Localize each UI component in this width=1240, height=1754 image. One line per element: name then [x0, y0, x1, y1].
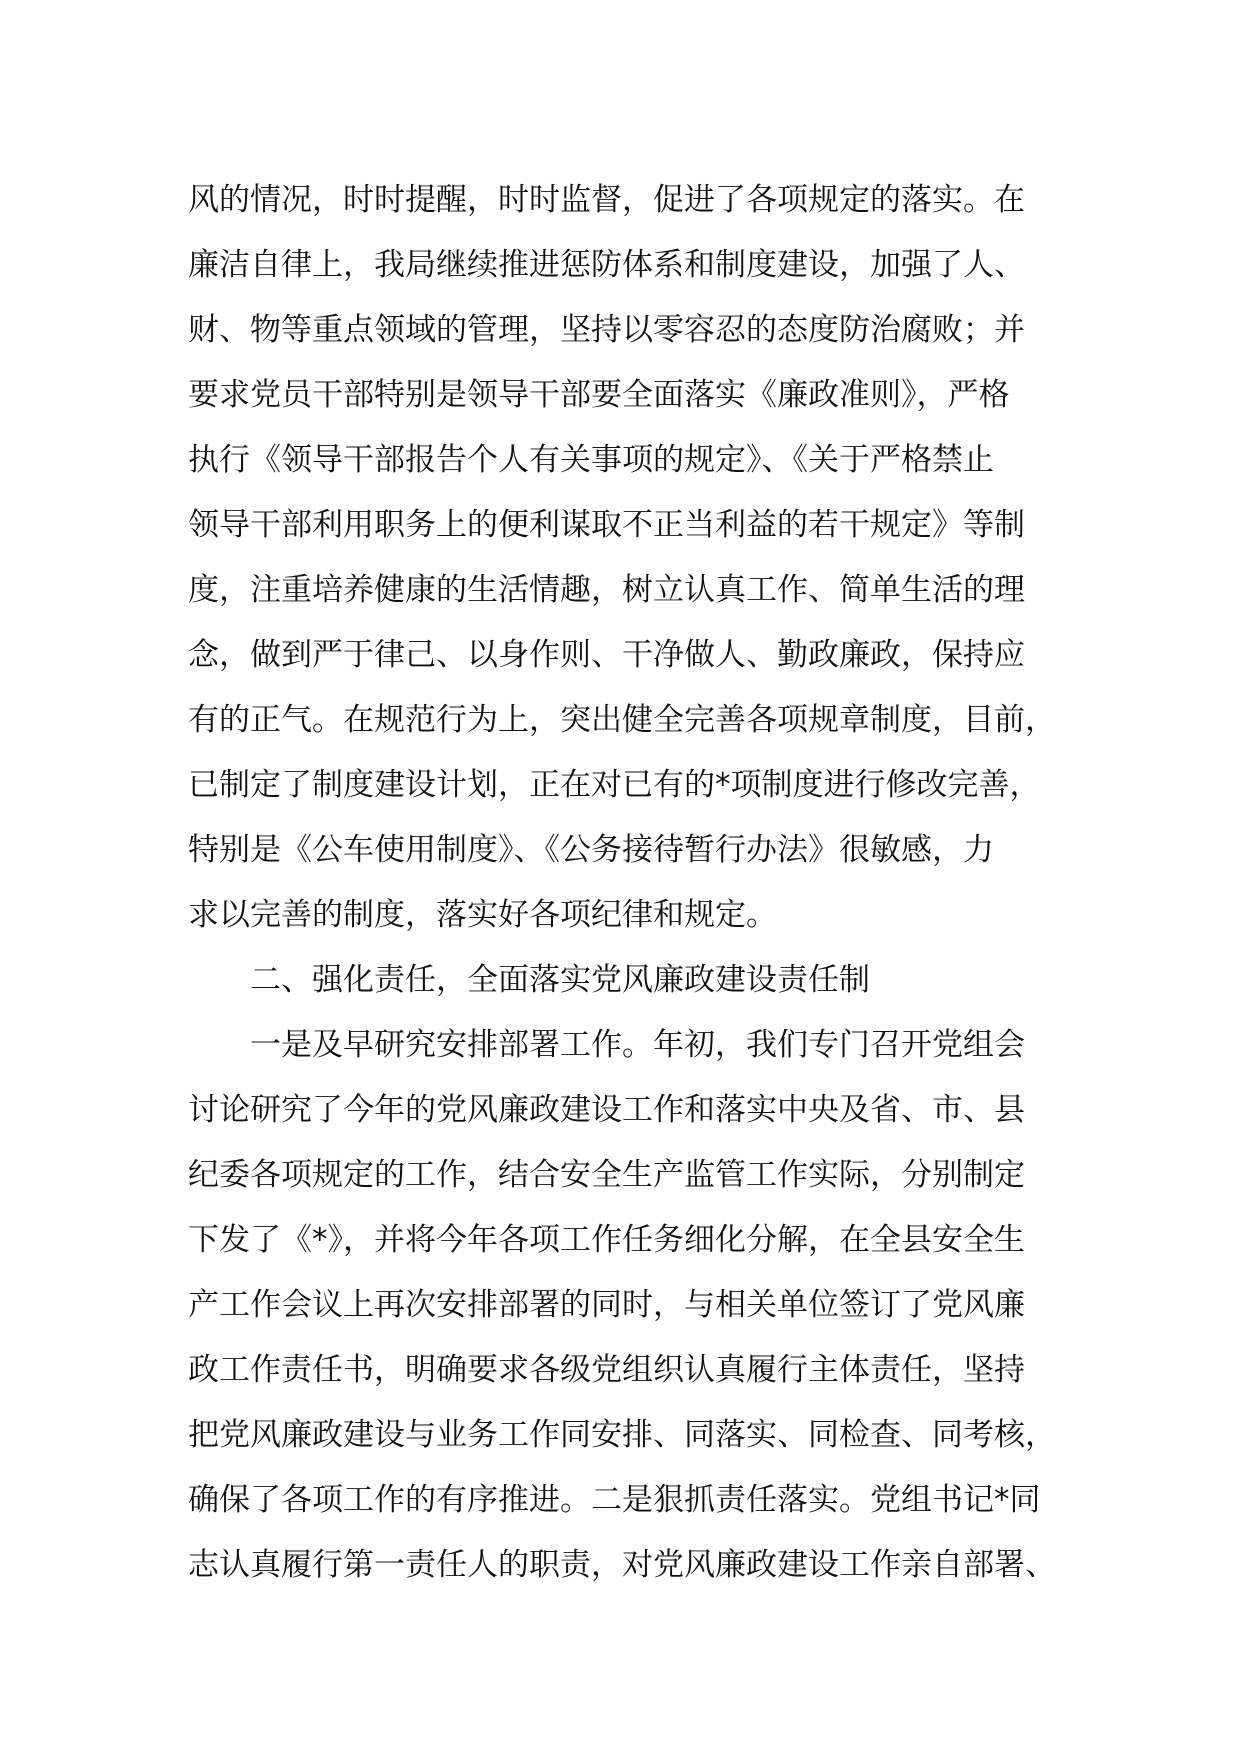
- text-line: 风的情况，时时提醒，时时监督，促进了各项规定的落实。在: [188, 182, 1025, 218]
- text-line: 廉洁自律上，我局继续推进惩防体系和制度建设，加强了人、: [188, 247, 1025, 283]
- text-line: 执行《领导干部报告个人有关事项的规定》、《关于严格禁止: [188, 442, 994, 478]
- text-line: 要求党员干部特别是领导干部要全面落实《廉政准则》，严格: [188, 377, 1010, 413]
- paragraph-first-line: 一是及早研究安排部署工作。年初，我们专门召开党组会: [250, 1027, 1025, 1063]
- text-line: 念，做到严于律己、以身作则、干净做人、勤政廉政，保持应: [188, 637, 1025, 673]
- text-line: 下发了《*》，并将今年各项工作任务细化分解，在全县安全生: [188, 1222, 1025, 1258]
- text-line: 求以完善的制度，落实好各项纪律和规定。: [188, 897, 777, 933]
- text-line: 志认真履行第一责任人的职责，对党风廉政建设工作亲自部署、: [188, 1547, 1056, 1583]
- text-line: 财、物等重点领域的管理，坚持以零容忍的态度防治腐败；并: [188, 312, 1025, 348]
- text-line: 特别是《公车使用制度》、《公务接待暂行办法》很敏感，力: [188, 832, 994, 868]
- text-line: 纪委各项规定的工作，结合安全生产监管工作实际，分别制定: [188, 1157, 1025, 1193]
- text-line: 领导干部利用职务上的便利谋取不正当利益的若干规定》等制: [188, 507, 1025, 543]
- section-heading: 二、强化责任，全面落实党风廉政建设责任制: [250, 962, 870, 998]
- text-line: 已制定了制度建设计划，正在对已有的*项制度进行修改完善，: [188, 767, 1041, 803]
- text-line: 有的正气。在规范行为上，突出健全完善各项规章制度，目前，: [188, 702, 1056, 738]
- text-line: 讨论研究了今年的党风廉政建设工作和落实中央及省、市、县: [188, 1092, 1025, 1128]
- document-body: [188, 168, 1088, 1598]
- text-line: 产工作会议上再次安排部署的同时，与相关单位签订了党风廉: [188, 1287, 1025, 1323]
- text-line: 度，注重培养健康的生活情趣，树立认真工作、简单生活的理: [188, 572, 1025, 608]
- text-line: 政工作责任书，明确要求各级党组织认真履行主体责任，坚持: [188, 1352, 1025, 1388]
- text-line: 确保了各项工作的有序推进。二是狠抓责任落实。党组书记*同: [188, 1482, 1041, 1518]
- text-line: 把党风廉政建设与业务工作同安排、同落实、同检查、同考核，: [188, 1417, 1056, 1453]
